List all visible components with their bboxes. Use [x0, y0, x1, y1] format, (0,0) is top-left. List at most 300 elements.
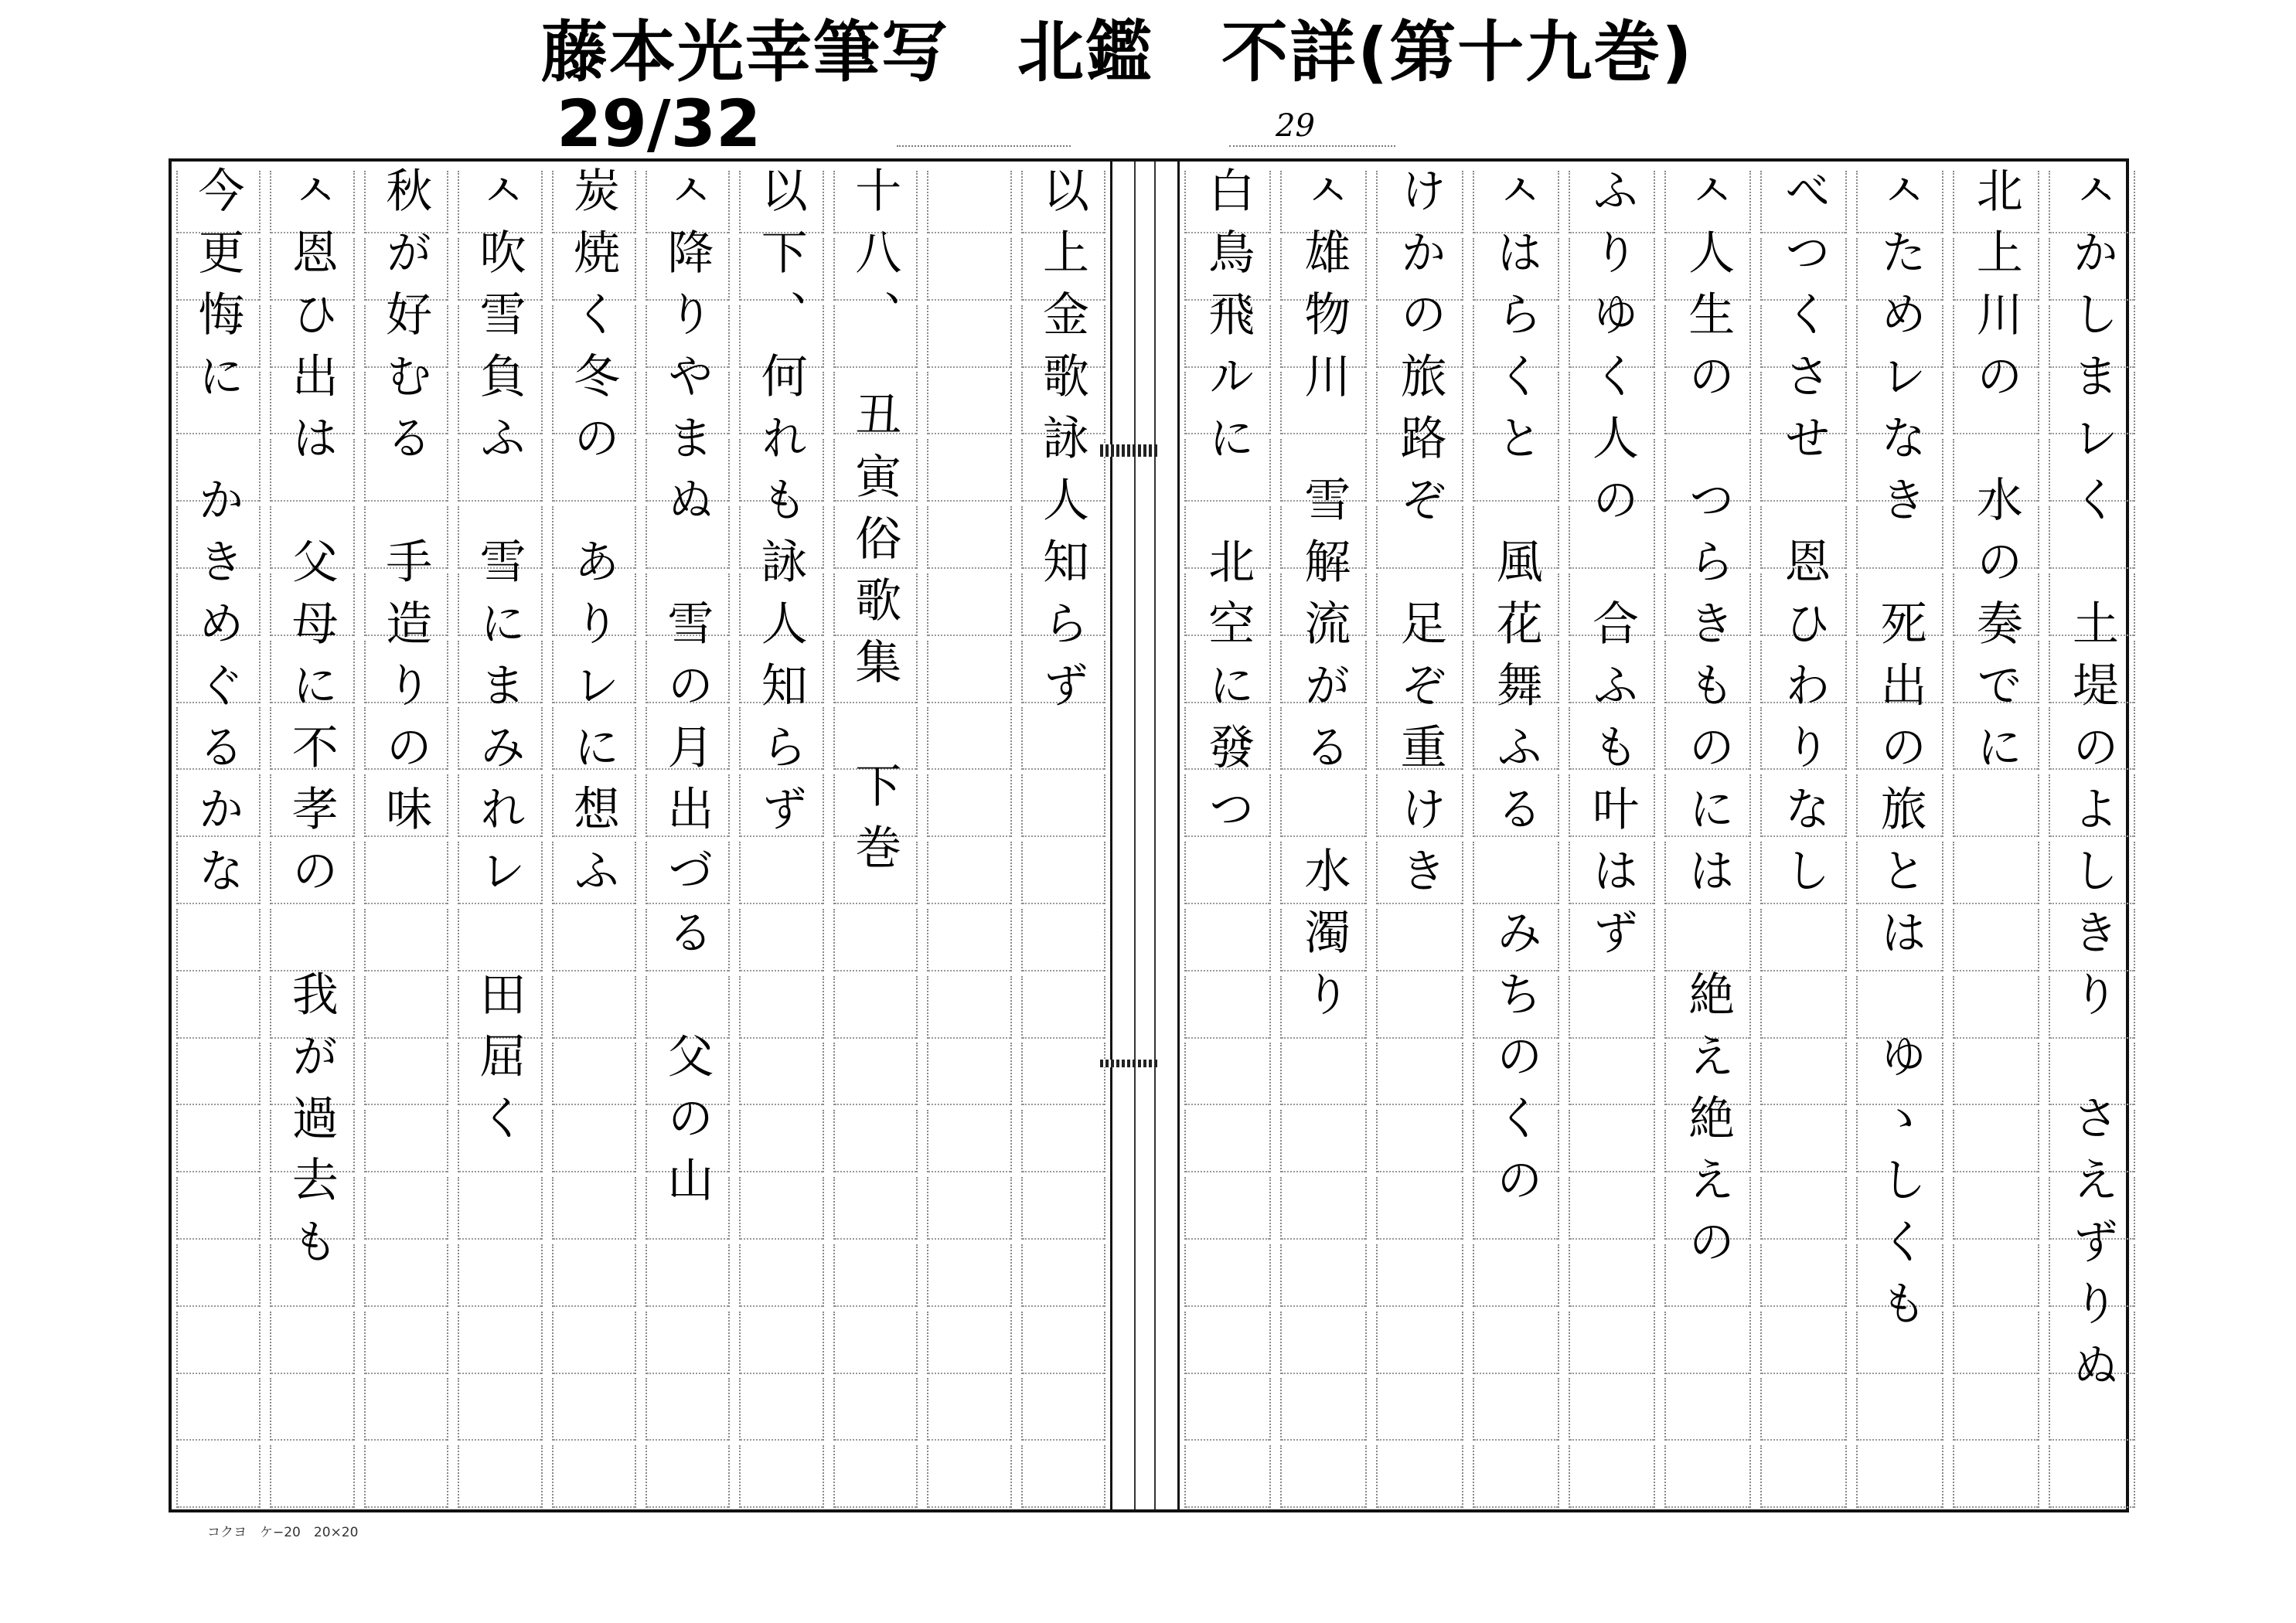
grid-cell-divider — [1762, 1171, 1845, 1172]
manuscript-column — [641, 162, 734, 1509]
column-text: 十八、 丑寅俗歌集 下巻 — [847, 166, 902, 885]
grid-cell — [364, 1043, 448, 1105]
grid-cell — [1184, 1445, 1271, 1508]
grid-cell-divider — [1570, 1104, 1654, 1105]
grid-cell — [176, 1244, 261, 1307]
grid-cell — [1473, 1244, 1559, 1307]
grid-cell — [646, 1244, 730, 1307]
grid-cell-divider — [1282, 1104, 1365, 1105]
grid-cell-divider — [1378, 1373, 1461, 1374]
grid-cell-divider — [928, 835, 1010, 837]
grid-cell-divider — [554, 1305, 635, 1307]
grid-cell-divider — [271, 1373, 353, 1374]
grid-cell — [364, 1244, 448, 1307]
grid-cell — [1953, 1312, 2039, 1374]
grid-cell-divider — [647, 1506, 728, 1508]
paper-maker-label: コクヨ ケ−20 20×20 — [207, 1525, 359, 1540]
grid-cell — [739, 1244, 823, 1307]
grid-cell — [1021, 1445, 1105, 1508]
grid-cell — [1184, 1043, 1271, 1105]
grid-cell-divider — [366, 1439, 447, 1441]
grid-cell-divider — [1570, 1506, 1654, 1508]
grid-cell-divider — [928, 232, 1010, 233]
grid-cell-divider — [1762, 1238, 1845, 1240]
manuscript-column — [1180, 162, 1276, 1509]
grid-cell-divider — [178, 970, 259, 971]
grid-cell — [833, 909, 918, 971]
grid-cell — [552, 1043, 636, 1105]
grid-cell — [1184, 1110, 1271, 1172]
grid-cell — [739, 1177, 823, 1240]
grid-cell-divider — [928, 1506, 1010, 1508]
grid-cell — [1569, 1043, 1655, 1105]
grid-cell-divider — [1378, 1104, 1461, 1105]
grid-cell — [552, 909, 636, 971]
grid-cell — [458, 1244, 542, 1307]
grid-cell — [739, 909, 823, 971]
grid-cell-divider — [835, 1373, 916, 1374]
grid-cell-divider — [366, 1037, 447, 1039]
grid-cell-divider — [1023, 1037, 1104, 1039]
manuscript-column — [172, 162, 265, 1509]
column-text: ふりゆく人の 合ふも叶はず — [1584, 166, 1639, 970]
grid-cell — [1184, 1312, 1271, 1374]
grid-cell-divider — [1666, 1373, 1749, 1374]
grid-cell — [1184, 976, 1271, 1039]
grid-cell — [364, 1445, 448, 1508]
grid-cell — [176, 1312, 261, 1374]
grid-cell — [1569, 1445, 1655, 1508]
grid-cell-divider — [554, 1238, 635, 1240]
grid-cell-divider — [1858, 1439, 1941, 1441]
grid-cell-divider — [835, 1305, 916, 1307]
grid-cell — [739, 1043, 823, 1105]
grid-cell — [176, 1177, 261, 1240]
grid-cell-divider — [928, 702, 1010, 703]
bottom-fish-tail-mark — [1100, 1060, 1159, 1067]
grid-cell-divider — [835, 1171, 916, 1172]
grid-cell-divider — [741, 970, 822, 971]
grid-cell-divider — [1666, 1439, 1749, 1441]
manuscript-column — [2044, 162, 2140, 1509]
grid-cell — [833, 1378, 918, 1441]
column-text: ㅅ降りやまぬ 雪の月出づる 父の山 — [659, 166, 714, 1217]
grid-cell — [927, 1110, 1011, 1172]
grid-cell — [1473, 1378, 1559, 1441]
grid-cell-divider — [366, 1104, 447, 1105]
grid-cell-divider — [459, 1171, 540, 1172]
grid-cell-divider — [1570, 1439, 1654, 1441]
grid-cell — [176, 1378, 261, 1441]
grid-cell-divider — [1378, 1037, 1461, 1039]
grid-cell — [1021, 909, 1105, 971]
grid-cell — [833, 1110, 918, 1172]
grid-cell — [927, 909, 1011, 971]
grid-cell-divider — [1282, 1373, 1365, 1374]
grid-cell-divider — [1282, 1305, 1365, 1307]
grid-cell-divider — [1570, 1305, 1654, 1307]
grid-cell — [927, 1445, 1011, 1508]
manuscript-column — [1756, 162, 1851, 1509]
grid-cell-divider — [1954, 835, 2038, 837]
grid-cell — [364, 842, 448, 904]
grid-cell — [1953, 1378, 2039, 1441]
column-text: ㅅ恩ひ出は 父母に不孝の 我が過去も — [284, 166, 339, 1279]
grid-cell — [1280, 1177, 1367, 1240]
grid-cell-divider — [178, 1037, 259, 1039]
grid-cell — [1664, 1312, 1751, 1374]
manuscript-column — [1276, 162, 1371, 1509]
grid-cell-divider — [1954, 1171, 2038, 1172]
grid-cell — [833, 1312, 918, 1374]
manuscript-column — [265, 162, 359, 1509]
grid-cell-divider — [928, 1037, 1010, 1039]
grid-cell-divider — [2050, 1439, 2134, 1441]
manuscript-column — [453, 162, 547, 1509]
grid-cell-divider — [459, 1305, 540, 1307]
grid-cell — [1473, 1312, 1559, 1374]
grid-cell-divider — [928, 1439, 1010, 1441]
grid-cell-divider — [1282, 1037, 1365, 1039]
grid-cell-divider — [835, 903, 916, 904]
grid-cell-divider — [1023, 1104, 1104, 1105]
grid-cell — [927, 641, 1011, 703]
grid-cell — [927, 372, 1011, 434]
grid-cell — [458, 1445, 542, 1508]
grid-cell-divider — [741, 1104, 822, 1105]
grid-cell-divider — [366, 1171, 447, 1172]
grid-cell — [1569, 976, 1655, 1039]
grid-cell — [552, 1244, 636, 1307]
grid-cell — [176, 1445, 261, 1508]
grid-cell — [552, 1177, 636, 1240]
grid-cell-divider — [928, 1171, 1010, 1172]
grid-cell-divider — [1570, 1037, 1654, 1039]
grid-cell — [833, 976, 918, 1039]
grid-cell — [927, 1177, 1011, 1240]
grid-cell-divider — [1282, 1506, 1365, 1508]
grid-cell — [176, 909, 261, 971]
grid-cell-divider — [554, 1373, 635, 1374]
grid-cell-divider — [1954, 1104, 2038, 1105]
grid-cell — [1760, 1312, 1847, 1374]
grid-cell — [833, 1043, 918, 1105]
grid-cell — [1760, 1445, 1847, 1508]
grid-cell-divider — [1378, 1506, 1461, 1508]
grid-cell-divider — [178, 1305, 259, 1307]
grid-cell-divider — [1954, 1305, 2038, 1307]
grid-cell — [270, 1445, 354, 1508]
grid-cell — [1569, 1312, 1655, 1374]
grid-cell — [1953, 909, 2039, 971]
grid-cell — [552, 1110, 636, 1172]
grid-cell-divider — [554, 970, 635, 971]
page-number-blank-left — [897, 145, 1071, 147]
grid-cell-divider — [1762, 970, 1845, 971]
manuscript-column — [547, 162, 641, 1509]
grid-cell-divider — [1666, 1506, 1749, 1508]
grid-cell-divider — [835, 1439, 916, 1441]
grid-cell-divider — [1023, 970, 1104, 971]
grid-cell-divider — [1474, 1373, 1558, 1374]
grid-cell-divider — [928, 433, 1010, 434]
grid-cell — [1184, 1244, 1271, 1307]
grid-cell-divider — [1378, 970, 1461, 971]
center-binding-strip — [1110, 162, 1180, 1509]
grid-cell — [1280, 1110, 1367, 1172]
grid-cell — [1184, 909, 1271, 971]
grid-cell-divider — [1023, 1238, 1104, 1240]
grid-cell — [1953, 976, 2039, 1039]
manuscript-column — [1468, 162, 1564, 1509]
column-text: 以上金歌詠人知らず — [1034, 166, 1089, 723]
grid-cell-divider — [1762, 1037, 1845, 1039]
grid-cell — [458, 1378, 542, 1441]
grid-cell — [1184, 1378, 1271, 1441]
grid-cell-divider — [1474, 1305, 1558, 1307]
grid-cell — [1184, 842, 1271, 904]
grid-cell — [739, 1445, 823, 1508]
grid-cell — [1569, 1110, 1655, 1172]
manuscript-column — [829, 162, 922, 1509]
column-text: ㅅためレなき 死出の旅とは ゆゝしくも — [1872, 166, 1927, 1341]
grid-cell — [739, 842, 823, 904]
grid-cell — [364, 909, 448, 971]
column-text: 以下、何れも詠人知らず — [753, 166, 808, 846]
grid-cell — [1569, 1177, 1655, 1240]
column-text: ㅅ吹雪負ふ 雪にまみれレ 田屈く — [472, 166, 526, 1155]
top-fish-tail-mark — [1100, 444, 1159, 457]
grid-cell — [1569, 1378, 1655, 1441]
column-text: ㅅはらくと 風花舞ふる みちのくの — [1488, 166, 1543, 1217]
grid-cell-divider — [1762, 1104, 1845, 1105]
grid-cell-divider — [647, 1305, 728, 1307]
grid-cell-divider — [554, 1104, 635, 1105]
grid-cell — [1280, 1043, 1367, 1105]
grid-cell — [833, 1445, 918, 1508]
column-text: 炭焼く冬の ありレに想ふ — [565, 166, 620, 908]
grid-cell — [927, 573, 1011, 636]
grid-cell-divider — [835, 1506, 916, 1508]
grid-cell-divider — [928, 1238, 1010, 1240]
grid-cell-divider — [1954, 1439, 2038, 1441]
grid-cell-divider — [1023, 903, 1104, 904]
grid-cell-divider — [835, 1104, 916, 1105]
grid-cell-divider — [741, 1439, 822, 1441]
grid-cell-divider — [1186, 1439, 1269, 1441]
grid-cell-divider — [928, 1373, 1010, 1374]
manuscript-column — [1660, 162, 1756, 1509]
grid-cell — [1953, 1244, 2039, 1307]
grid-cell — [1569, 1244, 1655, 1307]
grid-cell-divider — [2050, 1506, 2134, 1508]
grid-cell-divider — [647, 1439, 728, 1441]
grid-cell — [927, 774, 1011, 837]
grid-cell — [552, 1312, 636, 1374]
grid-cell-divider — [1186, 970, 1269, 971]
grid-cell-divider — [835, 970, 916, 971]
grid-cell — [1021, 1110, 1105, 1172]
grid-cell-divider — [366, 1305, 447, 1307]
manuscript-column — [1851, 162, 1947, 1509]
grid-cell-divider — [1282, 1238, 1365, 1240]
grid-cell-divider — [1378, 1305, 1461, 1307]
grid-cell-divider — [1186, 903, 1269, 904]
grid-cell-divider — [928, 970, 1010, 971]
grid-cell-divider — [835, 1037, 916, 1039]
column-text: べつくさせ 恩ひわりなし — [1777, 166, 1831, 908]
grid-cell-divider — [1762, 1506, 1845, 1508]
grid-cell — [1856, 1378, 1943, 1441]
grid-cell — [2049, 1445, 2135, 1508]
grid-cell — [1184, 1177, 1271, 1240]
grid-cell — [646, 1312, 730, 1374]
grid-cell — [1021, 1312, 1105, 1374]
grid-cell-divider — [1186, 1506, 1269, 1508]
manuscript-column — [1948, 162, 2044, 1509]
grid-cell-divider — [928, 500, 1010, 502]
grid-cell-divider — [1570, 1238, 1654, 1240]
grid-cell — [1760, 1043, 1847, 1105]
grid-cell-divider — [1954, 1373, 2038, 1374]
grid-cell-divider — [178, 1439, 259, 1441]
grid-cell-divider — [1762, 1439, 1845, 1441]
grid-cell-divider — [741, 1238, 822, 1240]
grid-cell-divider — [741, 1373, 822, 1374]
grid-cell — [552, 1378, 636, 1441]
grid-cell-divider — [1023, 1439, 1104, 1441]
grid-cell-divider — [554, 1037, 635, 1039]
grid-cell-divider — [835, 1238, 916, 1240]
grid-cell-divider — [1023, 1305, 1104, 1307]
grid-cell-divider — [928, 635, 1010, 636]
grid-cell — [1021, 1043, 1105, 1105]
manuscript-column — [734, 162, 828, 1509]
grid-cell-divider — [178, 1373, 259, 1374]
grid-cell — [1953, 1445, 2039, 1508]
grid-cell — [739, 1312, 823, 1374]
manuscript-column — [1564, 162, 1660, 1509]
grid-cell-divider — [459, 1506, 540, 1508]
grid-cell — [927, 439, 1011, 502]
grid-cell-divider — [1474, 1238, 1558, 1240]
grid-cell-divider — [1954, 1506, 2038, 1508]
grid-cell — [1760, 909, 1847, 971]
grid-cell-divider — [1282, 1439, 1365, 1441]
grid-cell — [1021, 1244, 1105, 1307]
grid-cell — [739, 1378, 823, 1441]
grid-cell — [1021, 976, 1105, 1039]
column-text: 白鳥飛ルに 北空に發つ — [1201, 166, 1255, 846]
grid-cell-divider — [271, 1506, 353, 1508]
grid-cell — [1376, 976, 1463, 1039]
grid-cell — [1953, 1043, 2039, 1105]
grid-cell — [364, 1177, 448, 1240]
grid-cell-divider — [1858, 1373, 1941, 1374]
grid-cell-divider — [1762, 1373, 1845, 1374]
grid-cell-divider — [1474, 1439, 1558, 1441]
column-text: ㅅ人生の つらきものには 絶え絶えの — [1681, 166, 1736, 1279]
grid-cell-divider — [366, 1506, 447, 1508]
grid-cell-divider — [1378, 1439, 1461, 1441]
grid-cell — [1376, 1244, 1463, 1307]
grid-cell-divider — [928, 299, 1010, 301]
grid-cell — [176, 1110, 261, 1172]
grid-cell — [176, 976, 261, 1039]
grid-cell-divider — [741, 1305, 822, 1307]
manuscript-column — [359, 162, 453, 1509]
grid-cell — [1760, 976, 1847, 1039]
grid-cell-divider — [1666, 1305, 1749, 1307]
column-text: 今更悔に かきめぐるかな — [190, 166, 245, 908]
grid-cell-divider — [1378, 1238, 1461, 1240]
grid-cell-divider — [271, 1305, 353, 1307]
grid-cell-divider — [1023, 1171, 1104, 1172]
right-page — [1180, 162, 2126, 1509]
grid-cell — [270, 1312, 354, 1374]
grid-cell-divider — [1858, 1506, 1941, 1508]
grid-cell — [1760, 1378, 1847, 1441]
grid-cell — [927, 506, 1011, 569]
grid-cell-divider — [366, 1238, 447, 1240]
grid-cell — [364, 1378, 448, 1441]
grid-cell-divider — [178, 1171, 259, 1172]
grid-cell — [1856, 1445, 1943, 1508]
left-page — [172, 162, 1110, 1509]
grid-cell-divider — [1186, 1238, 1269, 1240]
grid-cell-divider — [1762, 1305, 1845, 1307]
grid-cell-divider — [1282, 1171, 1365, 1172]
grid-cell — [739, 976, 823, 1039]
grid-cell-divider — [1954, 903, 2038, 904]
grid-cell — [458, 1177, 542, 1240]
grid-cell-divider — [1186, 1171, 1269, 1172]
grid-cell — [1953, 842, 2039, 904]
grid-cell — [458, 1312, 542, 1374]
grid-cell — [1280, 1445, 1367, 1508]
grid-cell — [1376, 1177, 1463, 1240]
grid-cell-divider — [1954, 1037, 2038, 1039]
grid-cell-divider — [741, 1171, 822, 1172]
page-counter: 29/32 — [557, 86, 761, 162]
grid-cell — [927, 842, 1011, 904]
grid-cell — [646, 1378, 730, 1441]
grid-cell — [927, 1312, 1011, 1374]
grid-cell — [1664, 1445, 1751, 1508]
grid-cell-divider — [366, 1373, 447, 1374]
grid-cell — [1760, 1244, 1847, 1307]
page-title: 藤本光幸筆写 北鑑 不詳(第十九巻) — [541, 14, 1694, 91]
column-text: ㅅかしまレく 土堤のよしきり さえずりぬ — [2064, 166, 2119, 1403]
grid-cell — [1760, 1177, 1847, 1240]
grid-cell-divider — [928, 366, 1010, 368]
grid-cell-divider — [1474, 1506, 1558, 1508]
grid-cell-divider — [1023, 835, 1104, 837]
grid-cell-divider — [647, 1373, 728, 1374]
manuscript-grid-sheet — [169, 158, 2129, 1512]
page-number-blank-right — [1229, 145, 1395, 147]
grid-cell — [739, 1110, 823, 1172]
grid-cell — [364, 1312, 448, 1374]
manuscript-column — [1371, 162, 1467, 1509]
grid-cell-divider — [554, 1506, 635, 1508]
grid-cell-divider — [554, 1439, 635, 1441]
grid-cell — [1473, 1445, 1559, 1508]
grid-cell-divider — [1186, 1104, 1269, 1105]
grid-cell — [927, 238, 1011, 301]
grid-cell — [1376, 1043, 1463, 1105]
center-binding-inner — [1134, 162, 1156, 1509]
